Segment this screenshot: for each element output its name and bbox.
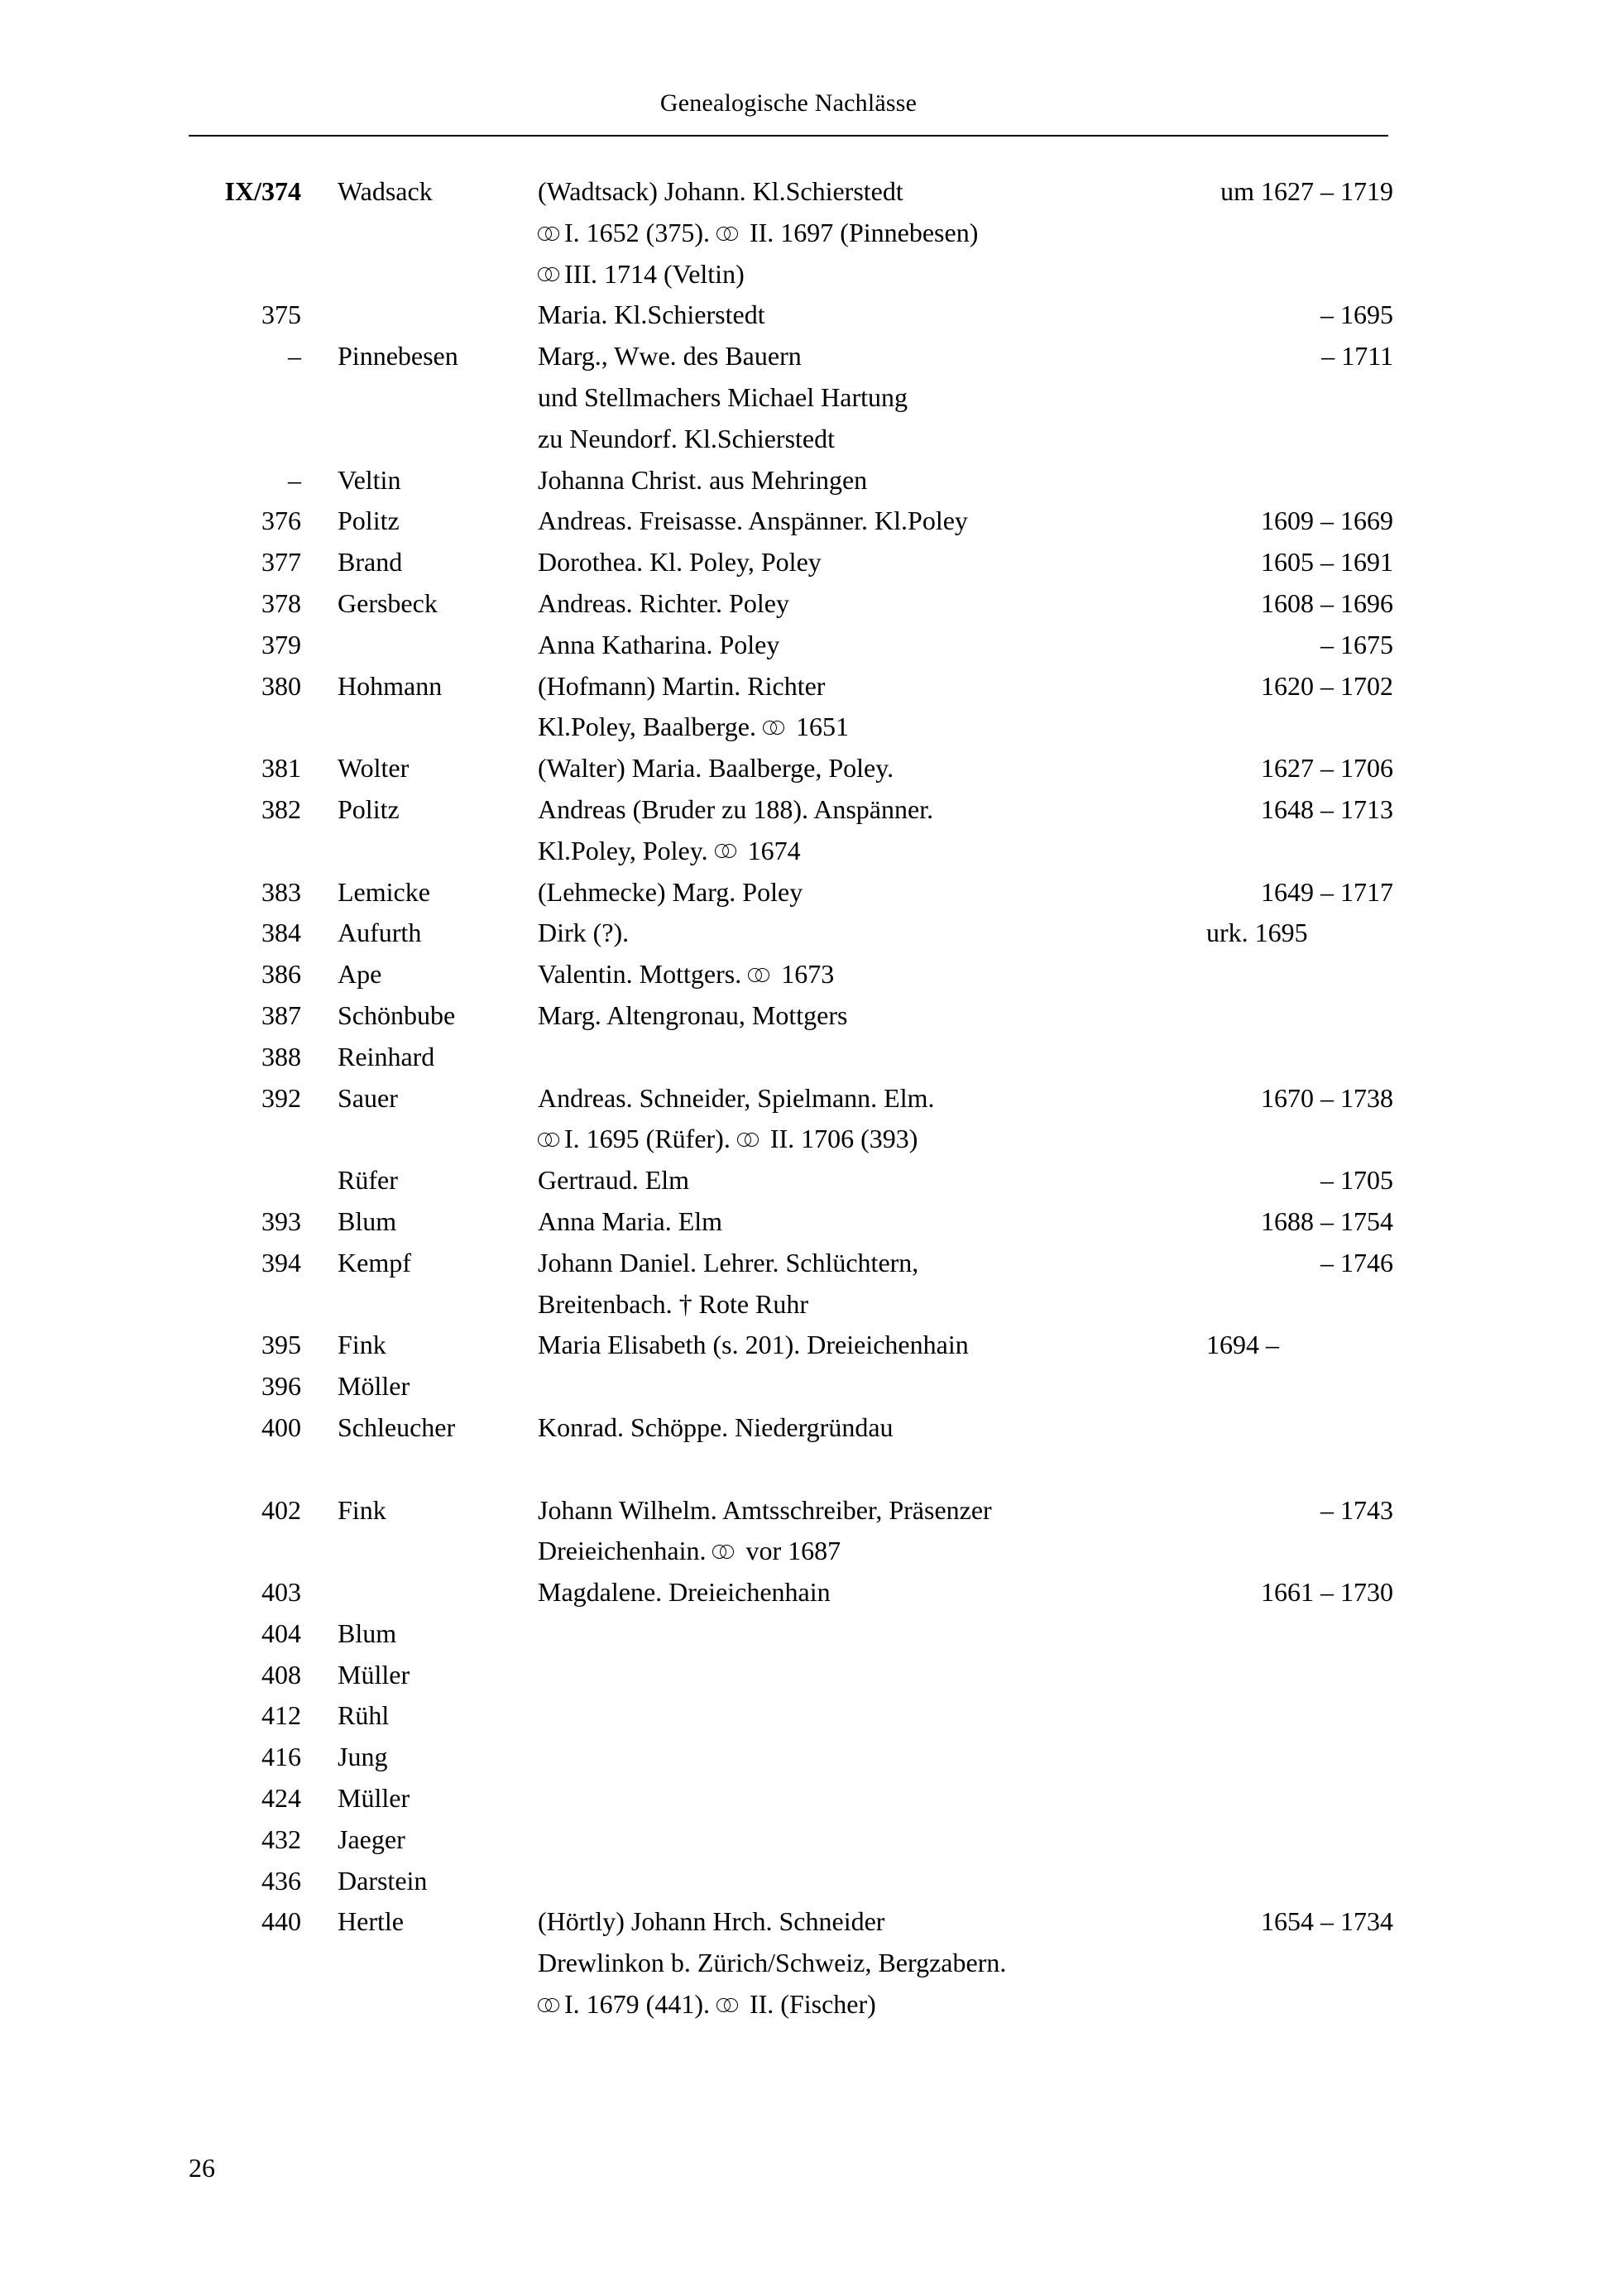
entry-number: 408 <box>261 1659 301 1690</box>
entry-number: – <box>288 341 301 371</box>
entry-surname: Aufurth <box>338 918 422 948</box>
entry-dates: 1608 – 1696 <box>1261 587 1393 618</box>
marriage-symbol-icon <box>716 1998 739 2012</box>
entry-number: 376 <box>261 506 301 536</box>
entry-row <box>189 954 1393 995</box>
entry-surname: Gersbeck <box>338 587 438 618</box>
entry-dates: 1670 – 1738 <box>1261 1082 1393 1113</box>
entry-row <box>189 1901 1393 1943</box>
entry-detail: zu Neundorf. Kl.Schierstedt <box>538 423 836 453</box>
entry-number: 412 <box>261 1700 301 1731</box>
entry-row <box>189 1201 1393 1243</box>
entry-number: 377 <box>261 547 301 578</box>
entry-number: 395 <box>261 1330 301 1360</box>
entry-dates: 1627 – 1706 <box>1261 753 1393 784</box>
entry-row <box>189 1861 1393 1902</box>
marriage-symbol-icon <box>538 227 560 241</box>
entry-number: 396 <box>261 1371 301 1402</box>
entry-row <box>189 995 1393 1037</box>
entry-detail: III. 1714 (Veltin) <box>538 254 1241 295</box>
entry-detail: (Lehmecke) Marg. Poley <box>538 876 803 907</box>
entry-detail: Marg. Altengronau, Mottgers <box>538 999 848 1030</box>
entry-row <box>189 1243 1393 1284</box>
marriage-symbol-icon <box>748 968 770 982</box>
entry-detail: Anna Katharina. Poley <box>538 629 780 659</box>
entry-dates: 1605 – 1691 <box>1261 547 1393 578</box>
entry-dates: 1654 – 1734 <box>1261 1906 1393 1937</box>
entry-row <box>189 460 1393 501</box>
entry-detail: Andreas. Schneider, Spielmann. Elm. <box>538 1082 935 1113</box>
entry-dates: – 1743 <box>1320 1494 1393 1525</box>
entry-row <box>189 666 1393 707</box>
entry-surname: Müller <box>338 1783 410 1814</box>
entry-surname: Schönbube <box>338 999 456 1030</box>
entry-number: 424 <box>261 1783 301 1814</box>
entry-number: 379 <box>261 629 301 659</box>
entry-number: 375 <box>261 300 301 330</box>
entry-number: 432 <box>261 1824 301 1854</box>
entry-row <box>189 419 1393 460</box>
entry-number: 402 <box>261 1494 301 1525</box>
entry-detail: (Hörtly) Johann Hrch. Schneider <box>538 1906 885 1937</box>
genealogy-entry-list <box>189 171 1393 2025</box>
entry-surname: Blum <box>338 1618 397 1648</box>
entry-number: 386 <box>261 959 301 990</box>
entry-surname: Rüfer <box>338 1165 398 1196</box>
entry-surname: Fink <box>338 1494 386 1525</box>
entry-row <box>189 1119 1393 1160</box>
entry-surname: Pinnebesen <box>338 341 458 371</box>
entry-surname: Ape <box>338 959 382 990</box>
entry-row <box>189 831 1393 872</box>
entry-row <box>189 1078 1393 1119</box>
entry-row <box>189 707 1393 748</box>
entry-detail: (Hofmann) Martin. Richter <box>538 670 826 701</box>
entry-surname: Sauer <box>338 1082 398 1113</box>
entry-number: – <box>288 464 301 495</box>
entry-detail: Konrad. Schöppe. Niedergründau <box>538 1412 894 1442</box>
entry-surname: Jung <box>338 1742 388 1772</box>
entry-surname: Fink <box>338 1330 386 1360</box>
entry-surname: Müller <box>338 1659 410 1690</box>
entry-dates: 1648 – 1713 <box>1261 793 1393 824</box>
marriage-symbol-icon <box>538 1998 560 2012</box>
entry-detail: Maria Elisabeth (s. 201). Dreieichenhain <box>538 1330 969 1360</box>
entry-detail: Johanna Christ. aus Mehringen <box>538 464 868 495</box>
entry-detail: Kl.Poley, Baalberge. 1651 <box>538 712 849 742</box>
entry-detail: Dirk (?). <box>538 918 630 948</box>
page-number: 26 <box>189 2153 215 2183</box>
entry-row <box>189 1366 1393 1407</box>
header-rule <box>189 135 1388 137</box>
entry-dates: – 1695 <box>1320 300 1393 330</box>
entry-row <box>189 913 1393 954</box>
entry-surname: Politz <box>338 793 400 824</box>
entry-number: 380 <box>261 670 301 701</box>
entry-row <box>189 501 1393 542</box>
marriage-symbol-icon <box>538 1133 560 1147</box>
entry-number: 416 <box>261 1742 301 1772</box>
entry-detail: Dorothea. Kl. Poley, Poley <box>538 547 822 578</box>
entry-number: 394 <box>261 1247 301 1277</box>
entry-number: IX/374 <box>224 176 301 206</box>
entry-surname: Wolter <box>338 753 410 784</box>
entry-detail: Magdalene. Dreieichenhain <box>538 1577 831 1608</box>
entry-number: 387 <box>261 999 301 1030</box>
entry-row <box>189 1037 1393 1078</box>
entry-number: 436 <box>261 1865 301 1896</box>
entry-row <box>189 1284 1393 1325</box>
entry-number: 400 <box>261 1412 301 1442</box>
entry-dates: 1649 – 1717 <box>1261 876 1393 907</box>
entry-row <box>189 748 1393 789</box>
entry-dates: urk. 1695 <box>1206 918 1308 948</box>
entry-dates: – 1746 <box>1320 1247 1393 1277</box>
entry-surname: Brand <box>338 547 403 578</box>
entry-detail: (Walter) Maria. Baalberge, Poley. <box>538 753 894 784</box>
entry-number: 392 <box>261 1082 301 1113</box>
entry-row <box>189 295 1393 336</box>
entry-row <box>189 213 1393 254</box>
entry-surname: Reinhard <box>338 1041 435 1071</box>
entry-detail: Anna Maria. Elm <box>538 1206 723 1236</box>
entry-detail: Johann Wilhelm. Amtsschreiber, Präsenzer <box>538 1494 992 1525</box>
entry-number: 404 <box>261 1618 301 1648</box>
entry-number: 440 <box>261 1906 301 1937</box>
entry-row <box>189 1407 1393 1449</box>
entry-dates: – 1711 <box>1321 341 1393 371</box>
entry-detail: Johann Daniel. Lehrer. Schlüchtern, <box>538 1247 919 1277</box>
entry-row <box>189 1572 1393 1613</box>
entry-surname: Kempf <box>338 1247 411 1277</box>
entry-row <box>189 1819 1393 1861</box>
entry-surname: Hohmann <box>338 670 443 701</box>
entry-row <box>189 1613 1393 1655</box>
entry-detail: Marg., Wwe. des Bauern <box>538 341 802 371</box>
entry-row <box>189 1695 1393 1737</box>
entry-detail: I. 1652 (375). II. 1697 (Pinnebesen) <box>538 213 1241 254</box>
entry-detail: Valentin. Mottgers. 1673 <box>538 959 835 990</box>
running-head: Genealogische Nachlässe <box>659 89 918 117</box>
entry-row <box>189 583 1393 625</box>
entry-row <box>189 1943 1393 1984</box>
marriage-symbol-icon <box>716 227 739 241</box>
entry-row <box>189 789 1393 831</box>
entry-detail: Maria. Kl.Schierstedt <box>538 300 765 330</box>
entry-surname: Lemicke <box>338 876 430 907</box>
entry-surname: Schleucher <box>338 1412 456 1442</box>
entry-row <box>189 171 1393 213</box>
entry-number: 383 <box>261 876 301 907</box>
entry-row <box>189 1490 1393 1531</box>
entry-detail: I. 1679 (441). II. (Fischer) <box>538 1984 1241 2025</box>
entry-number: 381 <box>261 753 301 784</box>
entry-detail: Gertraud. Elm <box>538 1165 690 1196</box>
entry-detail: Andreas (Bruder zu 188). Anspänner. <box>538 793 934 824</box>
entry-dates: 1661 – 1730 <box>1261 1577 1393 1608</box>
entry-number: 403 <box>261 1577 301 1608</box>
entry-row <box>189 1325 1393 1366</box>
marriage-symbol-icon <box>715 844 737 858</box>
entry-detail: und Stellmachers Michael Hartung <box>538 381 908 412</box>
entry-row <box>189 1778 1393 1819</box>
entry-dates: 1620 – 1702 <box>1261 670 1393 701</box>
entry-number: 378 <box>261 587 301 618</box>
blank-row <box>189 1449 1393 1490</box>
entry-row <box>189 1160 1393 1201</box>
entry-number: 384 <box>261 918 301 948</box>
entry-detail: Dreieichenhain. vor 1687 <box>538 1536 841 1566</box>
entry-row <box>189 1984 1393 2025</box>
entry-number: 382 <box>261 793 301 824</box>
entry-row <box>189 1531 1393 1572</box>
entry-surname: Jaeger <box>338 1824 405 1854</box>
entry-surname: Politz <box>338 506 400 536</box>
entry-surname: Veltin <box>338 464 401 495</box>
entry-row <box>189 377 1393 419</box>
entry-detail: Andreas. Freisasse. Anspänner. Kl.Poley <box>538 506 968 536</box>
entry-detail: Breitenbach. † Rote Ruhr <box>538 1288 809 1319</box>
marriage-symbol-icon <box>763 721 785 735</box>
entry-row <box>189 625 1393 666</box>
entry-row <box>189 872 1393 913</box>
entry-row <box>189 254 1393 295</box>
marriage-symbol-icon <box>538 267 560 281</box>
entry-row <box>189 542 1393 583</box>
entry-surname: Rühl <box>338 1700 390 1731</box>
entry-row <box>189 1655 1393 1696</box>
marriage-symbol-icon <box>737 1133 759 1147</box>
entry-dates: – 1675 <box>1320 629 1393 659</box>
entry-detail: Drewlinkon b. Zürich/Schweiz, Bergzabern. <box>538 1948 1007 1978</box>
entry-row <box>189 1737 1393 1778</box>
marriage-symbol-icon <box>712 1545 735 1559</box>
entry-dates: 1609 – 1669 <box>1261 506 1393 536</box>
entry-dates: – 1705 <box>1320 1165 1393 1196</box>
entry-detail: Andreas. Richter. Poley <box>538 587 789 618</box>
entry-detail: I. 1695 (Rüfer). II. 1706 (393) <box>538 1119 1241 1160</box>
entry-detail: (Wadtsack) Johann. Kl.Schierstedt <box>538 176 903 206</box>
entry-surname: Blum <box>338 1206 397 1236</box>
entry-dates: 1688 – 1754 <box>1261 1206 1393 1236</box>
entry-surname: Wadsack <box>338 176 433 206</box>
entry-number: 393 <box>261 1206 301 1236</box>
entry-number: 388 <box>261 1041 301 1071</box>
entry-surname: Darstein <box>338 1865 428 1896</box>
entry-dates: um 1627 – 1719 <box>1220 176 1393 206</box>
entry-detail: Kl.Poley, Poley. 1674 <box>538 835 801 865</box>
entry-surname: Hertle <box>338 1906 404 1937</box>
entry-row <box>189 336 1393 377</box>
entry-surname: Möller <box>338 1371 410 1402</box>
entry-dates: 1694 – <box>1206 1330 1279 1360</box>
